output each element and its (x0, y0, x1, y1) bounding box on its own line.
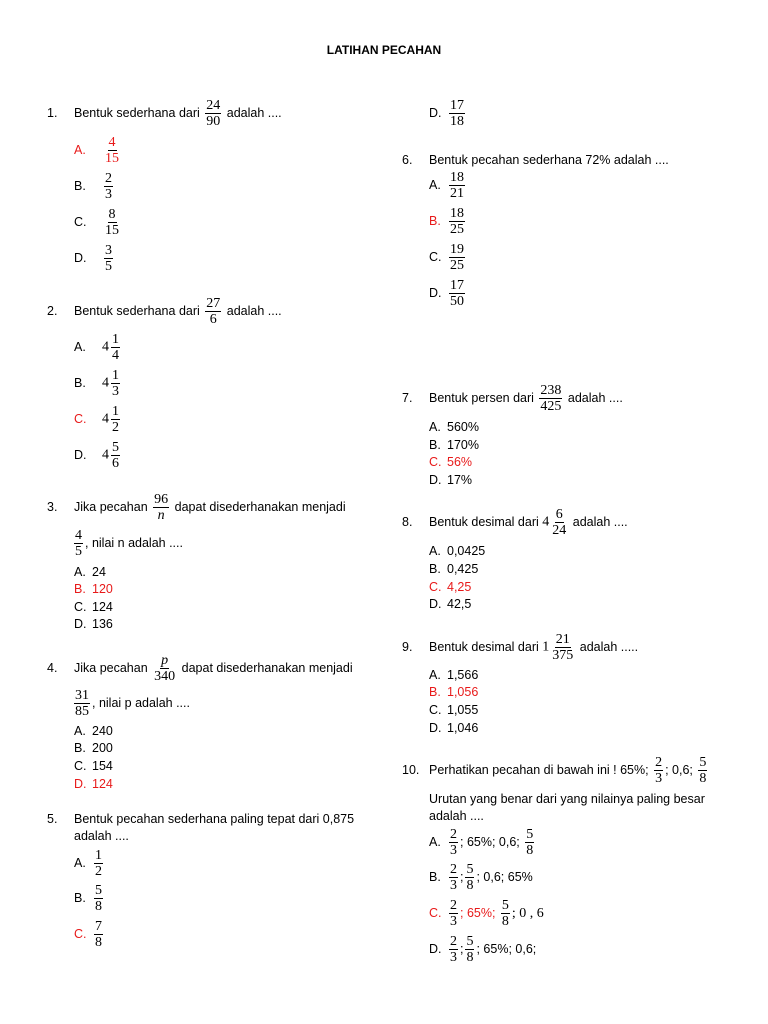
q2-option-c[interactable]: C. 4 $\frac{1}{2}$ (74, 404, 119, 435)
q2-option-d[interactable]: D. 4 $\frac{5}{6}$ (74, 440, 119, 471)
q8-option-b[interactable]: B. 0,425 (429, 562, 479, 576)
q7-option-c[interactable]: C. 56% (429, 455, 473, 469)
q4-option-c[interactable]: C. 154 (74, 759, 113, 773)
q7-option-a[interactable]: A. 560% (429, 420, 479, 434)
q6-option-d[interactable]: D. $\frac{17}{50}$ (429, 278, 464, 309)
q10-option-b[interactable]: B. $\frac{2}{3}$ ; $\frac{5}{8}$ ; 0,6; 65% (429, 862, 533, 893)
page-title: LATIHAN PECAHAN (326, 43, 442, 57)
q1-option-b[interactable]: B. $\frac{2}{3}$ (74, 171, 112, 202)
q10-option-d[interactable]: D. $\frac{2}{3}$ ; $\frac{5}{8}$ ; 65%; 0,6; (429, 934, 537, 965)
q8-option-a[interactable]: A. 0,0425 (429, 544, 486, 558)
question-3-line2: $\frac{4}{5}$ , nilai n adalah .... (75, 528, 183, 559)
q6-option-c[interactable]: C. $\frac{19}{25}$ (429, 242, 464, 273)
q1-option-a[interactable]: A. $\frac{4}{15}$ (74, 135, 119, 166)
q5-option-b[interactable]: B. $\frac{5}{8}$ (74, 883, 102, 914)
q2-option-a[interactable]: A. 4 $\frac{1}{4}$ (74, 332, 119, 363)
q10-option-c[interactable]: C. $\frac{2}{3}$ ; 65%; $\frac{5}{8}$ ; 0 , 6 (429, 898, 544, 929)
q4-option-d[interactable]: D. 124 (74, 777, 113, 791)
q3-option-d[interactable]: D. 136 (74, 617, 113, 631)
q1-option-d[interactable]: D. $\frac{3}{5}$ (74, 243, 112, 274)
question-9: 9. Bentuk desimal dari 1 $\frac{21}{375}$ adalah ..... (402, 632, 639, 663)
q4-option-a[interactable]: A. 240 (74, 724, 113, 738)
q9-option-c[interactable]: C. 1,055 (429, 703, 479, 717)
question-5: 5. Bentuk pecahan sederhana paling tepat dari 0,875 (47, 812, 355, 826)
q8-option-c[interactable]: C. 4,25 (429, 580, 472, 594)
q6-option-b[interactable]: B. $\frac{18}{25}$ (429, 206, 464, 237)
q5-option-d[interactable]: D. $\frac{17}{18}$ (429, 98, 464, 129)
q2-option-b[interactable]: B. 4 $\frac{1}{3}$ (74, 368, 119, 399)
question-1: 1. Bentuk sederhana dari $\frac{24}{90}$ adalah .... (47, 98, 282, 129)
q9-option-a[interactable]: A. 1,566 (429, 668, 479, 682)
q5-option-a[interactable]: A. $\frac{1}{2}$ (74, 848, 102, 879)
question-2: 2. Bentuk sederhana dari $\frac{27}{6}$ adalah .... (47, 296, 282, 327)
question-10-line3: adalah .... (429, 809, 484, 823)
question-10: 10. Perhatikan pecahan di bawah ini ! 65%; $\frac{2}{3}$ ; 0,6; $\frac{5}{8}$ (402, 755, 707, 786)
q6-option-a[interactable]: A. $\frac{18}{21}$ (429, 170, 464, 201)
q10-option-a[interactable]: A. $\frac{2}{3}$ ; 65%; 0,6; $\frac{5}{8}$ (429, 827, 534, 858)
question-8: 8. Bentuk desimal dari 4 $\frac{6}{24}$ adalah .... (402, 507, 628, 538)
q7-option-d[interactable]: D. 17% (429, 473, 473, 487)
question-10-line2: Urutan yang benar dari yang nilainya paling besar (429, 792, 705, 806)
q9-option-b[interactable]: B. 1,056 (429, 685, 479, 699)
q3-option-a[interactable]: A. 24 (74, 565, 106, 579)
question-7: 7. Bentuk persen dari $\frac{238}{425}$ adalah .... (402, 383, 623, 414)
q3-option-c[interactable]: C. 124 (74, 600, 113, 614)
q1-option-c[interactable]: C. $\frac{8}{15}$ (74, 207, 119, 238)
q8-option-d[interactable]: D. 42,5 (429, 597, 472, 611)
q4-option-b[interactable]: B. 200 (74, 741, 113, 755)
question-4: 4. Jika pecahan $\frac{p}{340}$ dapat disederhanakan menjadi (47, 653, 353, 684)
q9-option-d[interactable]: D. 1,046 (429, 721, 479, 735)
question-3: 3. Jika pecahan $\frac{96}{n}$ dapat disederhanakan menjadi (47, 492, 346, 523)
question-5-line2: adalah .... (74, 829, 129, 843)
q5-option-c[interactable]: C. $\frac{7}{8}$ (74, 919, 102, 950)
question-4-line2: $\frac{31}{85}$ , nilai p adalah .... (75, 688, 190, 719)
question-6: 6. Bentuk pecahan sederhana 72% adalah .... (402, 153, 669, 167)
q7-option-b[interactable]: B. 170% (429, 438, 479, 452)
fraction: $\frac{24}{90}$ (206, 98, 221, 129)
q3-option-b[interactable]: B. 120 (74, 582, 113, 596)
